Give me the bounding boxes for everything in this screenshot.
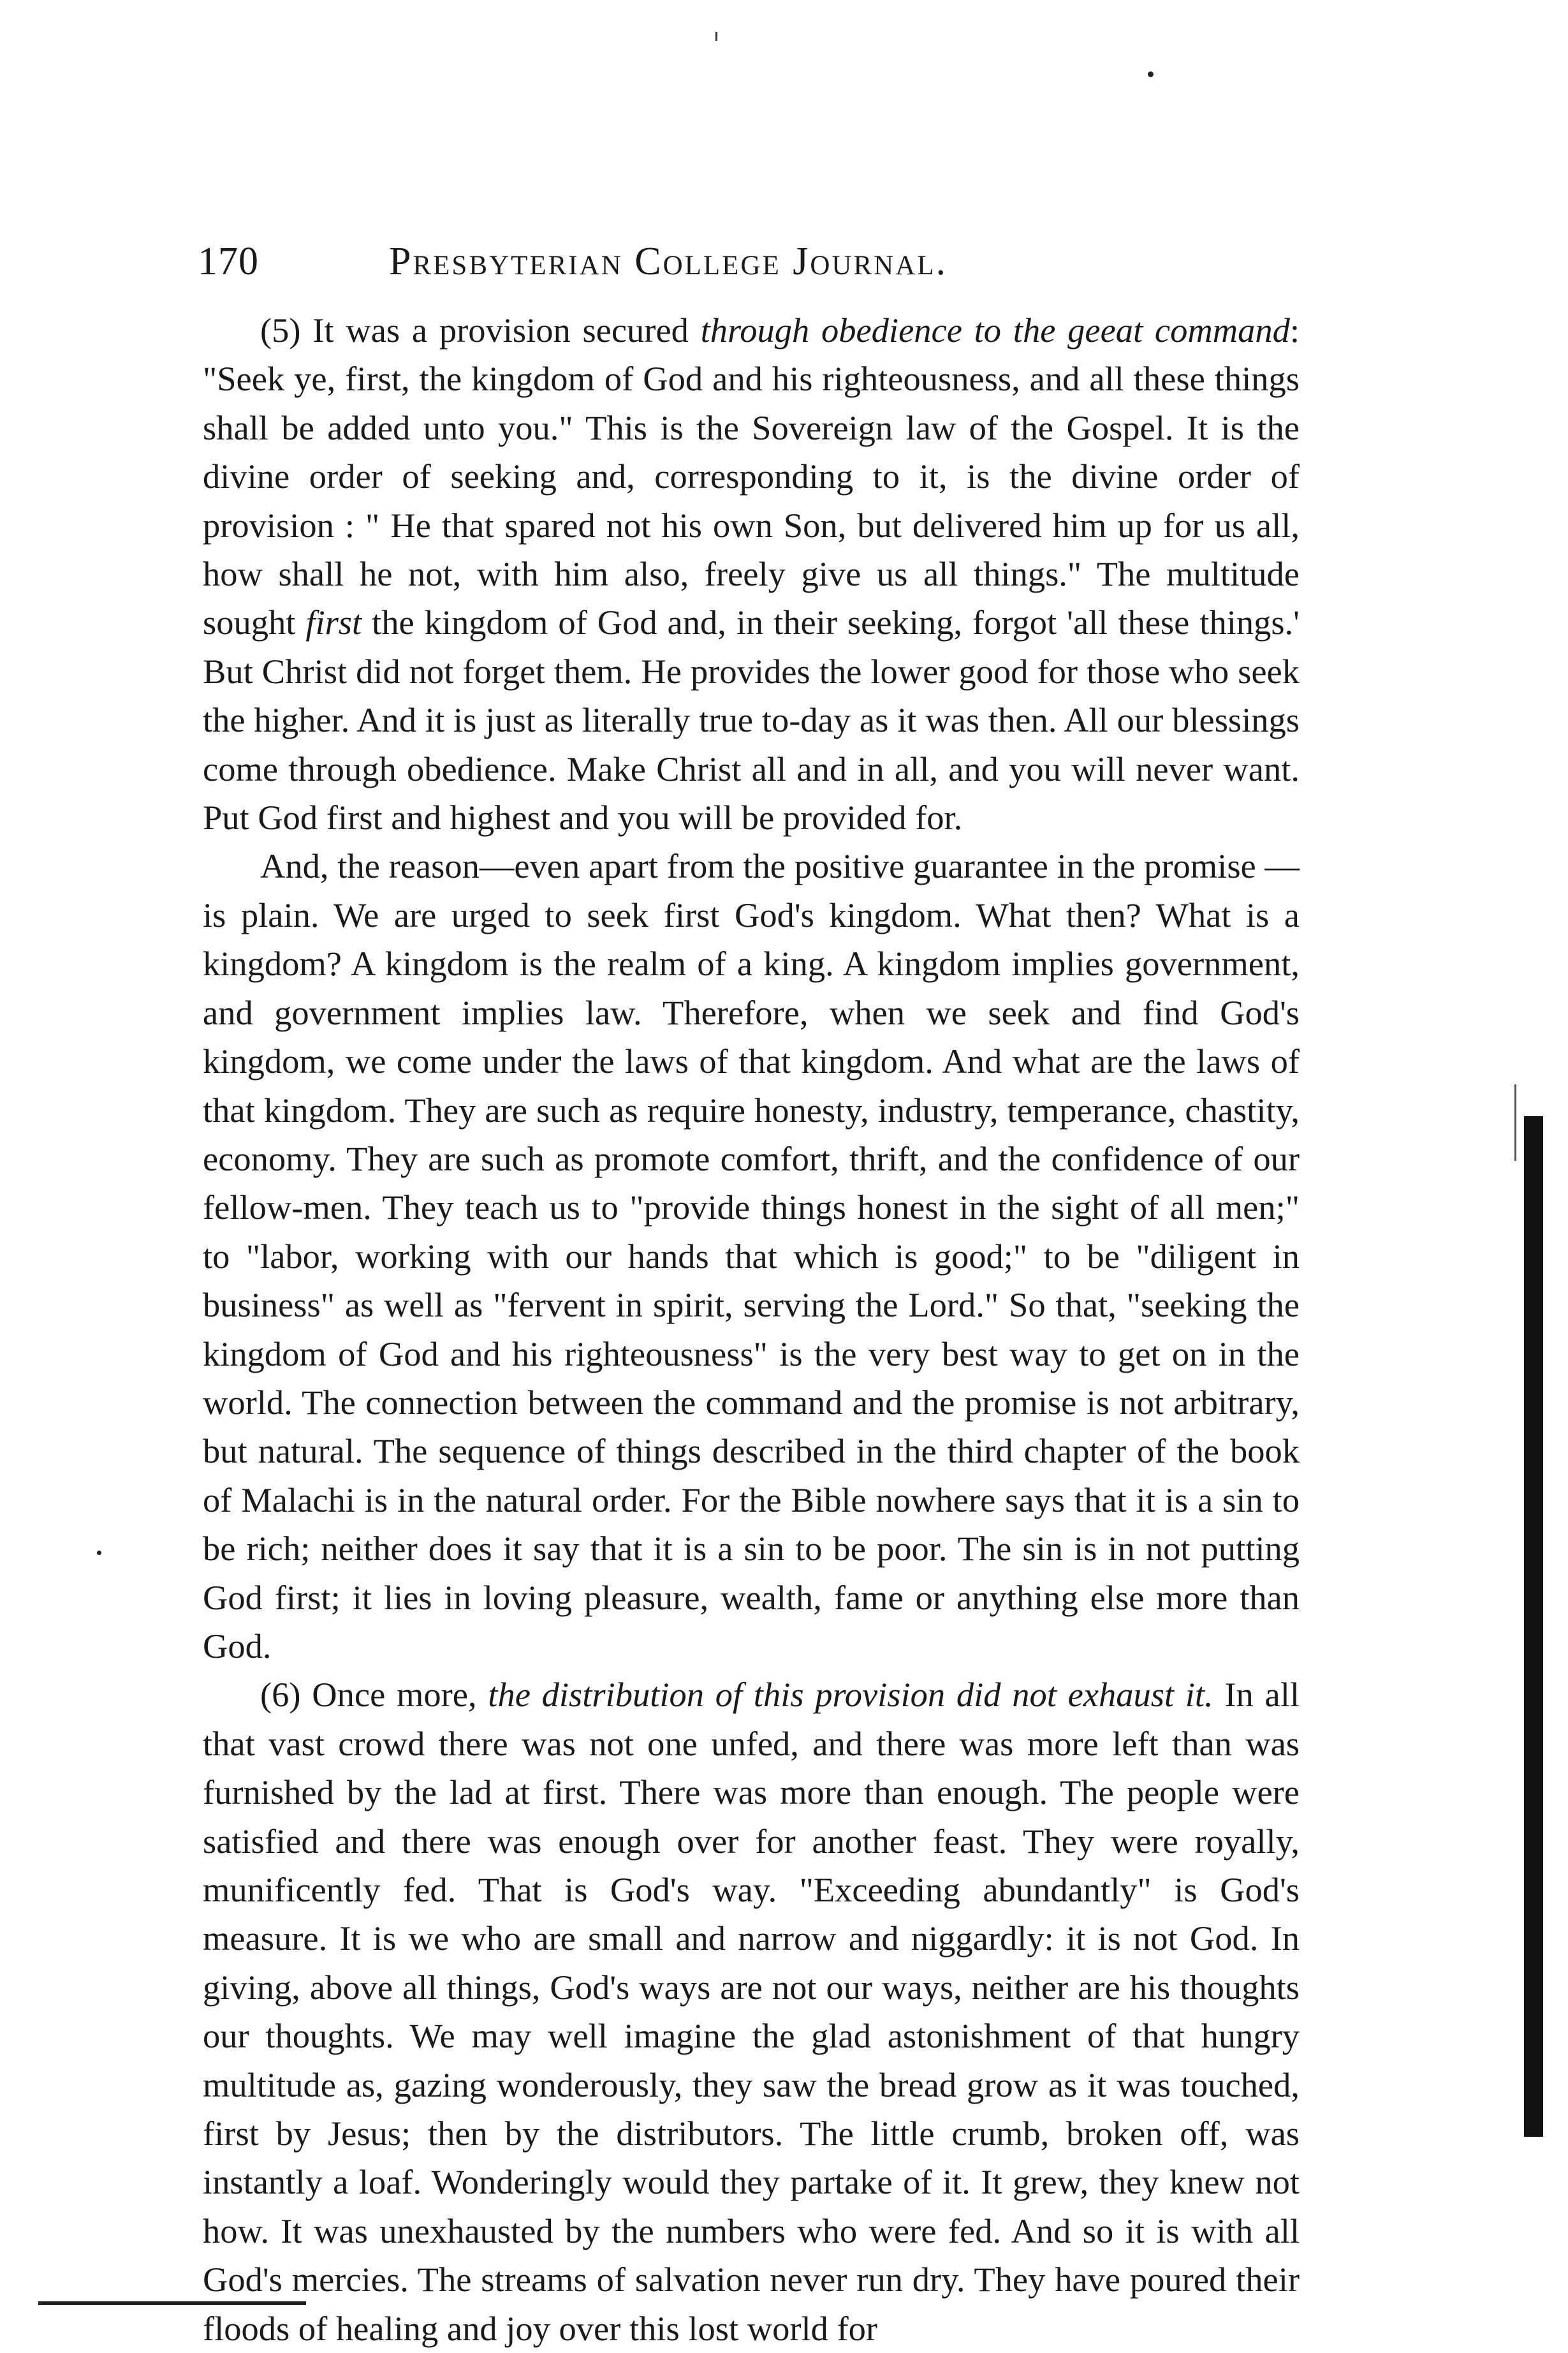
paragraph-5-emphasis: through obedience to the geeat command	[700, 311, 1290, 350]
scan-edge-shadow	[1524, 1116, 1543, 2137]
paragraph-5-lead: (5) It was a provision secured	[260, 311, 701, 350]
paragraph-5-text: : "Seek ye, first, the kingdom of God and his righteousness, and all these things shall be added unto you." This is the Sovereign law of the Gospel. It is the divine order of seeking and, corresponding to it, is the divine order of provision : " He that spared not his own Son, but delivered him up for us all, how shall he not, with him also, freely give us all things." The multitude sought	[203, 311, 1300, 642]
paragraph-6-text: In all that vast crowd there was not one unfed, and there was more left than was furnished by the lad at first. There was more than enough. The people were satisfied and there was enough over for another feast. They were royally, munificently fed. That is God's way. "Exceeding abundantly" is God's measure. It is we who are small and narrow and niggardly: it is not God. In giving, above all things, God's ways are not our ways, neither are his thoughts our thoughts. We may well imagine the glad astonishment of that hungry multitude as, gazing wonderously, they saw the bread grow as it was touched, first by Jesus; then by the distributors. The little crumb, broken off, was instantly a loaf. Wonderingly would they partake of it. It grew, they knew not how. It was unexhausted by the numbers who were fed. And so it is with all God's mercies. The streams of salvation never run dry. They have poured their floods of healing and joy over this lost world for	[203, 1675, 1300, 2348]
running-title: Presbyterian College Journal.	[389, 240, 948, 283]
bottom-rule	[38, 2301, 306, 2305]
paragraph-6-lead: (6) Once more,	[260, 1675, 488, 1715]
scan-speck-top-left	[715, 32, 717, 41]
page-number: 170	[198, 240, 259, 283]
paragraph-5-emphasis-first: first	[305, 603, 362, 642]
margin-bullet-mark	[97, 1551, 101, 1555]
paragraph-reason: And, the reason—even apart from the positive guarantee in the promise —is plain. We are urged to seek first God's kingdom. What then? What is a kingdom? A kingdom is the realm of a king. A kingdom implies government, and government implies law. Therefore, when we seek and find God's kingdom, we come under the laws of that kingdom. And what are the laws of that kingdom. They are such as require honesty, industry, temperance, chastity, economy. They are such as promote comfort, thrift, and the confidence of our fellow-men. They teach us to "provide things honest in the sight of all men;" to "labor, working with our hands that which is good;" to be "diligent in business" as well as "fervent in spirit, serving the Lord." So that, "seeking the kingdom of God and his righteousness" is the very best way to get on in the world. The connection between the command and the promise is not arbitrary, but natural. The sequence of things described in the third chapter of the book of Malachi is in the natural order. For the Bible nowhere says that it is a sin to be rich; neither does it say that it is a sin to be poor. The sin is in not putting God first; it lies in loving pleasure, wealth, fame or anything else more than God.	[203, 846, 1300, 1665]
scan-speck-top	[1148, 71, 1154, 77]
scan-edge-line	[1514, 1084, 1516, 1161]
paragraph-5	[203, 306, 1300, 842]
paragraph-5-text-continued: the kingdom of God and, in their seeking, forgot 'all these things.' But Christ did not forget them. He provides the lower good for those who seek the higher. And it is just as literally true to-day as it was then. All our blessings come through obedience. Make Christ all and in all, and you will never want. Put God first and highest and you will be provided for.	[203, 603, 1300, 837]
paragraph-6	[203, 1671, 1300, 2353]
page-header	[198, 239, 1314, 284]
paragraph-6-emphasis: the distribution of this provision did not exhaust it.	[488, 1675, 1213, 1715]
article-body	[203, 306, 1300, 2353]
